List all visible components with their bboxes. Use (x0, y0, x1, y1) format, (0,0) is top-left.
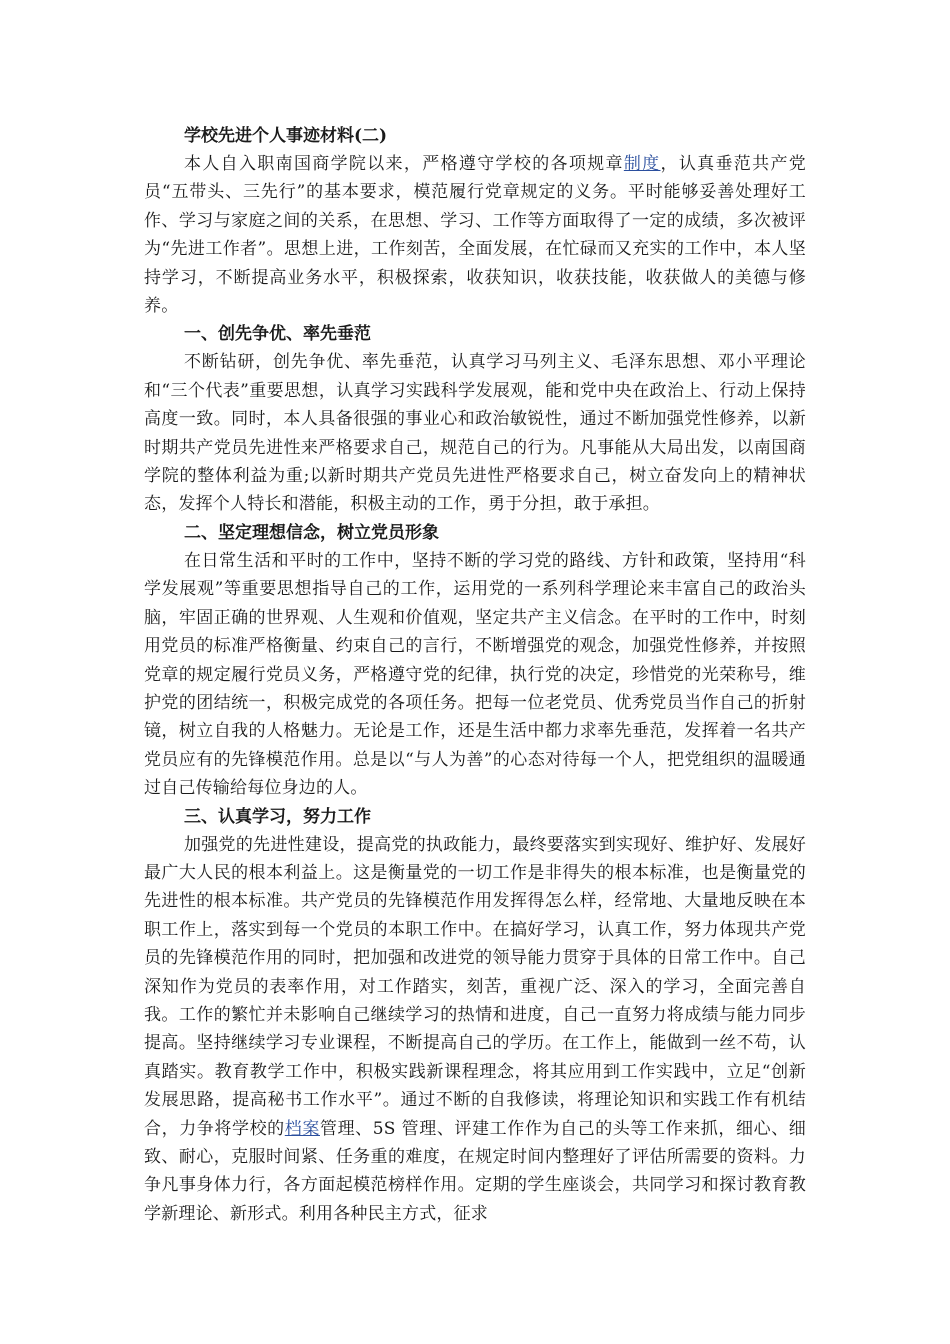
intro-text-2: ，认真垂范共产党员“五带头、三先行”的基本要求，模范履行党章规定的义务。平时能够妥善处理好工作、学习与家庭之间的关系，在思想、学习、工作等方面取得了一定的成绩，多次被评为“先进工作者”。思想上进，工作刻苦，全面发展，在忙碌而又充实的工作中，本人坚持学习，不断提高业务水平，积极探索，收获知识，收获技能，收获做人的美德与修养。 (144, 154, 806, 317)
document-title: 学校先进个人事迹材料(二) (184, 126, 388, 146)
section1-heading: 一、创先争优、率先垂范 (184, 324, 371, 345)
section3-text-2: 管理、5S 管理、评建工作作为自己的头等工作来抓，细心、细致、耐心，克服时间紧、任务重的难度，在规定时间内整理好了评估所需要的资料。力争凡事身体力行，各方面起模范榜样作用。定期的学生座谈会，共同学习和探讨教育教学新理论、新形式。利用各种民主方式，征求 (144, 1118, 806, 1224)
section3-heading: 三、认真学习，努力工作 (184, 806, 371, 827)
intro-paragraph (144, 150, 806, 320)
section3-paragraph (144, 831, 806, 1229)
document-page (144, 122, 806, 1228)
system-link[interactable]: 制度 (623, 154, 661, 174)
archive-link[interactable]: 档案 (284, 1118, 320, 1139)
intro-text-1: 本人自入职南国商学院以来，严格遵守学校的各项规章 (184, 154, 624, 174)
section1-paragraph: 不断钻研，创先争优、率先垂范，认真学习马列主义、毛泽东思想、邓小平理论和“三个代表”重要思想，认真学习实践科学发展观，能和党中央在政治上、行动上保持高度一致。同时，本人具备很强的事业心和政治敏锐性，通过不断加强党性修养，以新时期共产党员先进性来严格要求自己，规范自己的行为。凡事能从大局出发，以南国商学院的整体利益为重;以新时期共产党员先进性严格要求自己，树立奋发向上的精神状态，发挥个人特长和潜能，积极主动的工作，勇于分担，敢于承担。 (144, 352, 806, 515)
section2-paragraph: 在日常生活和平时的工作中，坚持不断的学习党的路线、方针和政策，坚持用“科学发展观”等重要思想指导自己的工作，运用党的一系列科学理论来丰富自己的政治头脑，牢固正确的世界观、人生观和价值观，坚定共产主义信念。在平时的工作中，时刻用党员的标准严格衡量、约束自己的言行，不断增强党的观念，加强党性修养，并按照党章的规定履行党员义务，严格遵守党的纪律，执行党的决定，珍惜党的光荣称号，维护党的团结统一，积极完成党的各项任务。把每一位老党员、优秀党员当作自己的折射镜，树立自我的人格魅力。无论是工作，还是生活中都力求率先垂范，发挥着一名共产党员应有的先锋模范作用。总是以“与人为善”的心态对待每一个人，把党组织的温暖通过自己传输给每位身边的人。 (144, 550, 806, 799)
section2-heading: 二、坚定理想信念，树立党员形象 (184, 522, 439, 543)
section3-text-1: 加强党的先进性建设，提高党的执政能力，最终要落实到实现好、维护好、发展好最广大人民的根本利益上。这是衡量党的一切工作是非得失的根本标准，也是衡量党的先进性的根本标准。共产党员的先锋模范作用发挥得怎么样，经常地、大量地反映在本职工作上，落实到每一个党员的本职工作中。在搞好学习，认真工作，努力体现共产党员的先锋模范作用的同时，把加强和改进党的领导能力贯穿于具体的日常工作中。自己深知作为党员的表率作用，对工作踏实，刻苦，重视广泛、深入的学习，全面完善自我。工作的繁忙并未影响自己继续学习的热情和进度，自己一直努力将成绩与能力同步提高。坚持继续学习专业课程，不断提高自己的学历。在工作上，能做到一丝不苟，认真踏实。教育教学工作中，积极实践新课程理念，将其应用到工作实践中，立足“创新发展思路，提高秘书工作水平”。通过不断的自我修读，将理论知识和实践工作有机结合，力争将学校的 (144, 834, 806, 1139)
